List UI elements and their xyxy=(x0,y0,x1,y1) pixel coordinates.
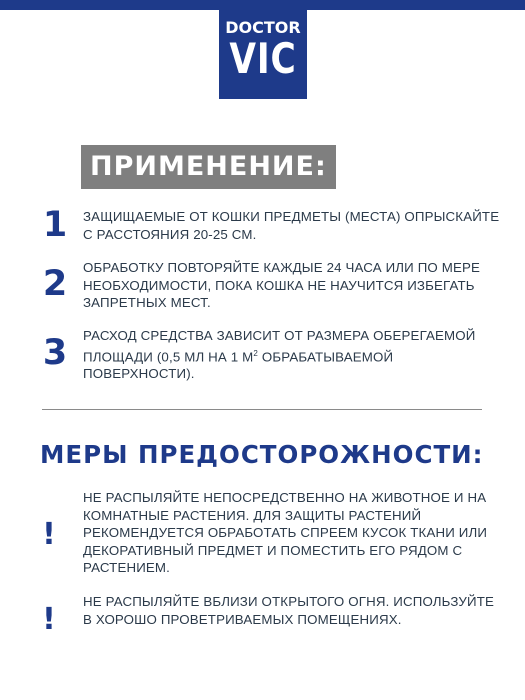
precaution-text-2: НЕ РАСПЫЛЯЙТЕ ВБЛИЗИ ОТКРЫТОГО ОГНЯ. ИСПОЛЬЗУЙТЕ В ХОРОШО ПРОВЕТРИВАЕМЫХ ПОМЕЩЕНИЯХ. xyxy=(83,594,495,627)
brand-logo xyxy=(219,0,307,99)
step-text-3-main: РАСХОД СРЕДСТВА ЗАВИСИТ ОТ РАЗМЕРА ОБЕРЕГАЕМОЙ ПЛОЩАДИ (0,5 МЛ НА 1 М xyxy=(83,328,476,364)
step-number-1: 1 xyxy=(42,205,68,245)
exclamation-icon: ! xyxy=(42,517,56,552)
section-divider xyxy=(42,409,482,410)
step-number-2: 2 xyxy=(42,264,68,304)
step-text-3-superscript: 2 xyxy=(253,348,259,358)
step-text-3 xyxy=(83,327,503,383)
brand-logo-line2: VIC xyxy=(229,34,297,83)
step-number-3: 3 xyxy=(42,333,68,373)
usage-section-title: ПРИМЕНЕНИЕ: xyxy=(81,145,336,189)
exclamation-icon: ! xyxy=(42,602,56,637)
precautions-section-title: МЕРЫ ПРЕДОСТОРОЖНОСТИ: xyxy=(40,440,484,469)
step-text-1: ЗАЩИЩАЕМЫЕ ОТ КОШКИ ПРЕДМЕТЫ (МЕСТА) ОПРЫСКАЙТЕ С РАССТОЯНИЯ 20-25 СМ. xyxy=(83,209,500,242)
precaution-text-1: НЕ РАСПЫЛЯЙТЕ НЕПОСРЕДСТВЕННО НА ЖИВОТНОЕ И НА КОМНАТНЫЕ РАСТЕНИЯ. ДЛЯ ЗАЩИТЫ РАСТЕНИЙ РЕКОМЕНДУЕТСЯ ОБРАБОТАТЬ СПРЕЕМ КУСОК ТКАНИ ИЛИ ДЕКОРАТИВНЫЙ ПРЕДМЕТ И ПОМЕСТИТЬ ЕГО РЯДОМ С РАСТЕНИЕМ. xyxy=(83,490,488,575)
brand-logo-line1: DOCTOR xyxy=(225,18,301,37)
step-text-3-end: ОБРАБАТЫВАЕМОЙ ПОВЕРХНОСТИ). xyxy=(83,348,394,382)
step-text-2: ОБРАБОТКУ ПОВТОРЯЙТЕ КАЖДЫЕ 24 ЧАСА ИЛИ ПО МЕРЕ НЕОБХОДИМОСТИ, ПОКА КОШКА НЕ НАУЧИТСЯ ИЗБЕГАТЬ ЗАПРЕТНЫХ МЕСТ. xyxy=(83,260,481,310)
